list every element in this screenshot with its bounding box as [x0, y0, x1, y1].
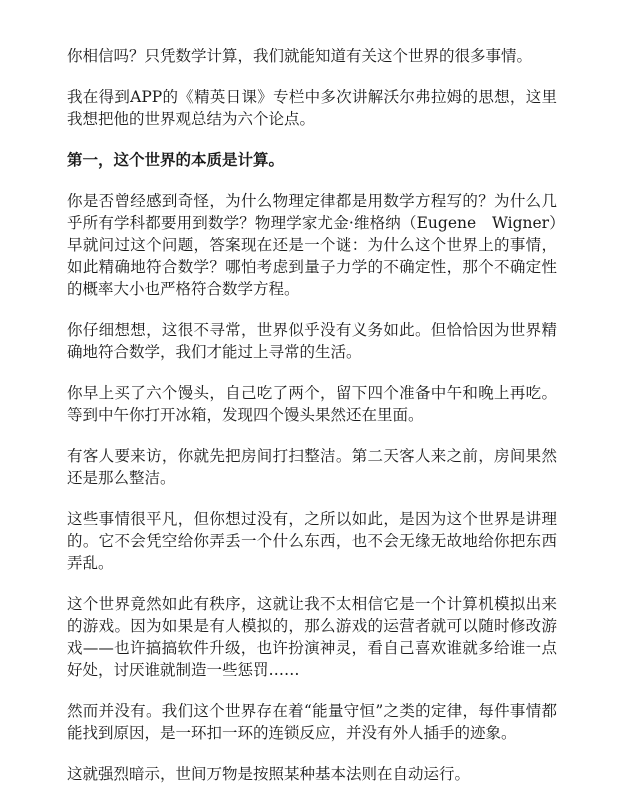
- paragraph-conclusion: 这就强烈暗示，世间万物是按照某种基本法则在自动运行。: [67, 765, 471, 783]
- paragraph-context: 我在得到APP的《精英日课》专栏中多次讲解沃尔弗拉姆的思想，这里我想把他的世界观总结为六个论点。: [67, 88, 557, 128]
- paragraph-simulation: 这个世界竟然如此有秩序，这就让我不太相信它是一个计算机模拟出来的游戏。因为如果是有人模拟的，那么游戏的运营者就可以随时修改游戏——也许搞搞软件升级，也许扮演神灵，看自己喜欢谁就多给谁一点好处，讨厌谁就制造一些惩罚……: [67, 595, 557, 679]
- paragraph-intro: 你相信吗？只凭数学计算，我们就能知道有关这个世界的很多事情。: [67, 47, 533, 65]
- paragraph-unusual: 你仔细想想，这很不寻常，世界似乎没有义务如此。但恰恰因为世界精确地符合数学，我们才能过上寻常的生活。: [67, 321, 557, 361]
- paragraph-reasonable-world: 这些事情很平凡，但你想过没有，之所以如此，是因为这个世界是讲理的。它不会凭空给你弄丢一个什么东西，也不会无缘无故地给你把东西弄乱。: [67, 510, 557, 572]
- paragraph-conservation: 然而并没有。我们这个世界存在着“能量守恒”之类的定律，每件事情都能找到原因，是一环扣一环的连锁反应，并没有外人插手的迹象。: [67, 702, 557, 742]
- paragraph-math-question: 你是否曾经感到奇怪，为什么物理定律都是用数学方程写的？为什么几乎所有学科都要用到数学？物理学家尤金·维格纳（Eugene Wigner）早就问过这个问题，答案现在还是一个谜：为什么这个世界上的事情，如此精确地符合数学？哪怕考虑到量子力学的不确定性，那个不确定性的概率大小也严格符合数学方程。: [67, 192, 557, 298]
- paragraph-buns-example: 你早上买了六个馒头，自己吃了两个，留下四个准备中午和晚上再吃。等到中午你打开冰箱，发现四个馒头果然还在里面。: [67, 384, 557, 424]
- paragraph-room-example: 有客人要来访，你就先把房间打扫整洁。第二天客人来之前，房间果然还是那么整洁。: [67, 447, 557, 487]
- document-page: [67, 45, 557, 804]
- section-heading: 第一，这个世界的本质是计算。: [67, 150, 285, 169]
